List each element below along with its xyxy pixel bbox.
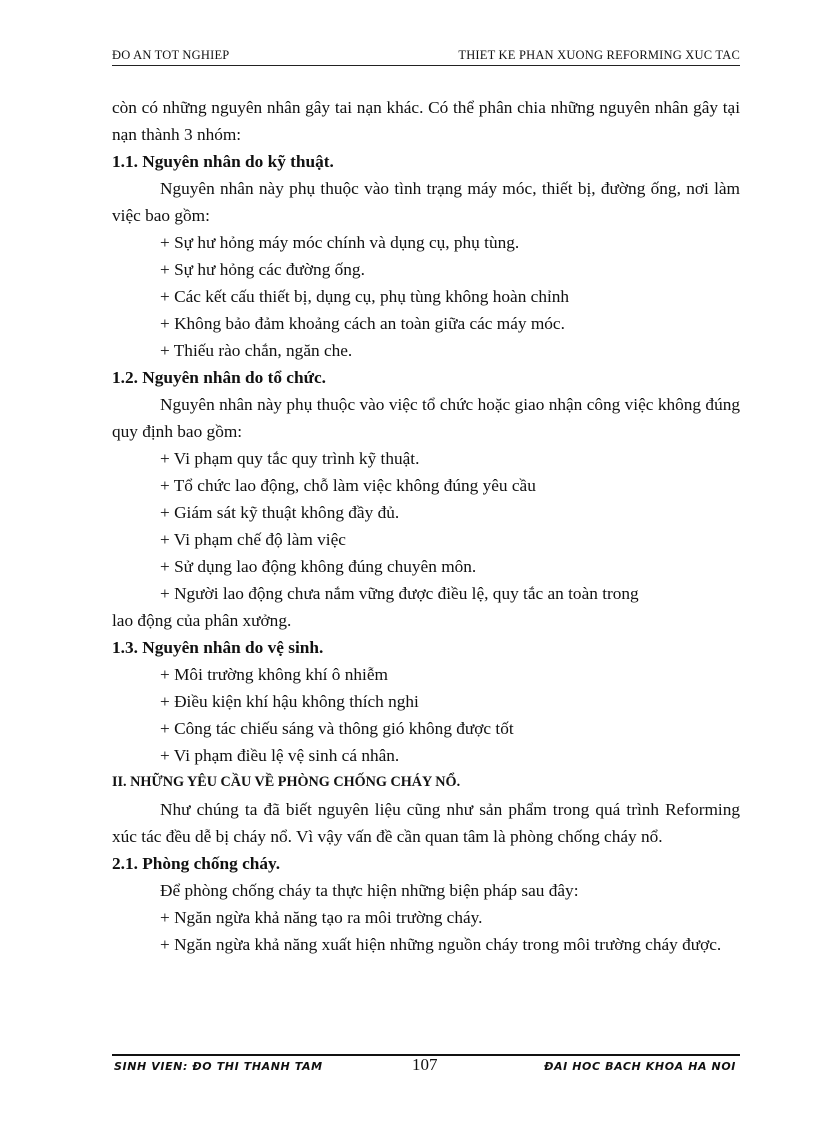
- header-left-title: ĐO AN TOT NGHIEP: [112, 48, 230, 62]
- section-2-1-paragraph: Để phòng chống cháy ta thực hiện những biện pháp sau đây:: [160, 881, 579, 900]
- page-body: [112, 94, 740, 958]
- list-item: + Các kết cấu thiết bị, dụng cụ, phụ tùng không hoàn chỉnh: [160, 287, 570, 306]
- list-item: + Vi phạm chế độ làm việc: [160, 530, 346, 549]
- section-1-1-paragraph: Nguyên nhân này phụ thuộc vào tình trạng máy móc, thiết bị, đường ống, nơi làm việc bao gồm:: [112, 179, 740, 225]
- header-rule: [112, 65, 740, 66]
- list-item: + Tổ chức lao động, chỗ làm việc không đúng yêu cầu: [160, 476, 536, 495]
- section-2-title: II. NHỮNG YÊU CẦU VỀ PHÒNG CHỐNG CHÁY NỔ.: [112, 774, 461, 790]
- intro-paragraph: còn có những nguyên nhân gây tai nạn khác. Có thể phân chia những nguyên nhân gây tại nạn thành 3 nhóm:: [112, 98, 740, 144]
- list-item: + Công tác chiếu sáng và thông gió không được tốt: [160, 719, 514, 738]
- page-number: 107: [412, 1055, 438, 1074]
- list-item: + Giám sát kỹ thuật không đầy đủ.: [160, 503, 400, 522]
- list-item: + Thiếu rào chắn, ngăn che.: [160, 341, 353, 360]
- section-2-1-title: 2.1. Phòng chống cháy.: [112, 854, 281, 873]
- header-right-title: THIET KE PHAN XUONG REFORMING XUC TAC: [458, 48, 740, 62]
- list-item: + Môi trường không khí ô nhiễm: [160, 665, 388, 684]
- footer-university: ĐAI HOC BACH KHOA HA NOI: [544, 1060, 736, 1073]
- list-item: + Sự hư hỏng các đường ống.: [160, 260, 365, 279]
- page-footer: [112, 1054, 740, 1076]
- section-1-1-title: 1.1. Nguyên nhân do kỹ thuật.: [112, 152, 334, 171]
- list-item: + Vi phạm quy tắc quy trình kỹ thuật.: [160, 449, 420, 468]
- section-1-3-title: 1.3. Nguyên nhân do vệ sinh.: [112, 638, 324, 657]
- list-item: + Sử dụng lao động không đúng chuyên môn.: [160, 557, 477, 576]
- list-item: + Điều kiện khí hậu không thích nghi: [160, 692, 419, 711]
- list-item: + Người lao động chưa nắm vững được điều lệ, quy tắc an toàn trong: [160, 584, 639, 603]
- list-item: + Không bảo đảm khoảng cách an toàn giữa các máy móc.: [160, 314, 565, 333]
- list-item: + Sự hư hỏng máy móc chính và dụng cụ, phụ tùng.: [160, 233, 520, 252]
- section-1-2-paragraph: Nguyên nhân này phụ thuộc vào việc tổ chức hoặc giao nhận công việc không đúng quy định bao gồm:: [112, 395, 740, 441]
- section-2-paragraph: Như chúng ta đã biết nguyên liệu cũng như sản phẩm trong quá trình Reforming xúc tác đều dễ bị cháy nổ. Vì vậy vấn đề cần quan tâm là phòng chống cháy nổ.: [112, 800, 740, 846]
- list-item: + Ngăn ngừa khả năng tạo ra môi trường cháy.: [160, 908, 483, 927]
- section-1-2-title: 1.2. Nguyên nhân do tổ chức.: [112, 368, 326, 387]
- section-1-2-tail: lao động của phân xưởng.: [112, 611, 292, 630]
- list-item: + Vi phạm điều lệ vệ sinh cá nhân.: [160, 746, 400, 765]
- page-header: [112, 46, 740, 66]
- list-item: + Ngăn ngừa khả năng xuất hiện những nguồn cháy trong môi trường cháy được.: [160, 935, 722, 954]
- footer-student-name: SINH VIEN: ĐO THI THANH TAM: [114, 1060, 323, 1073]
